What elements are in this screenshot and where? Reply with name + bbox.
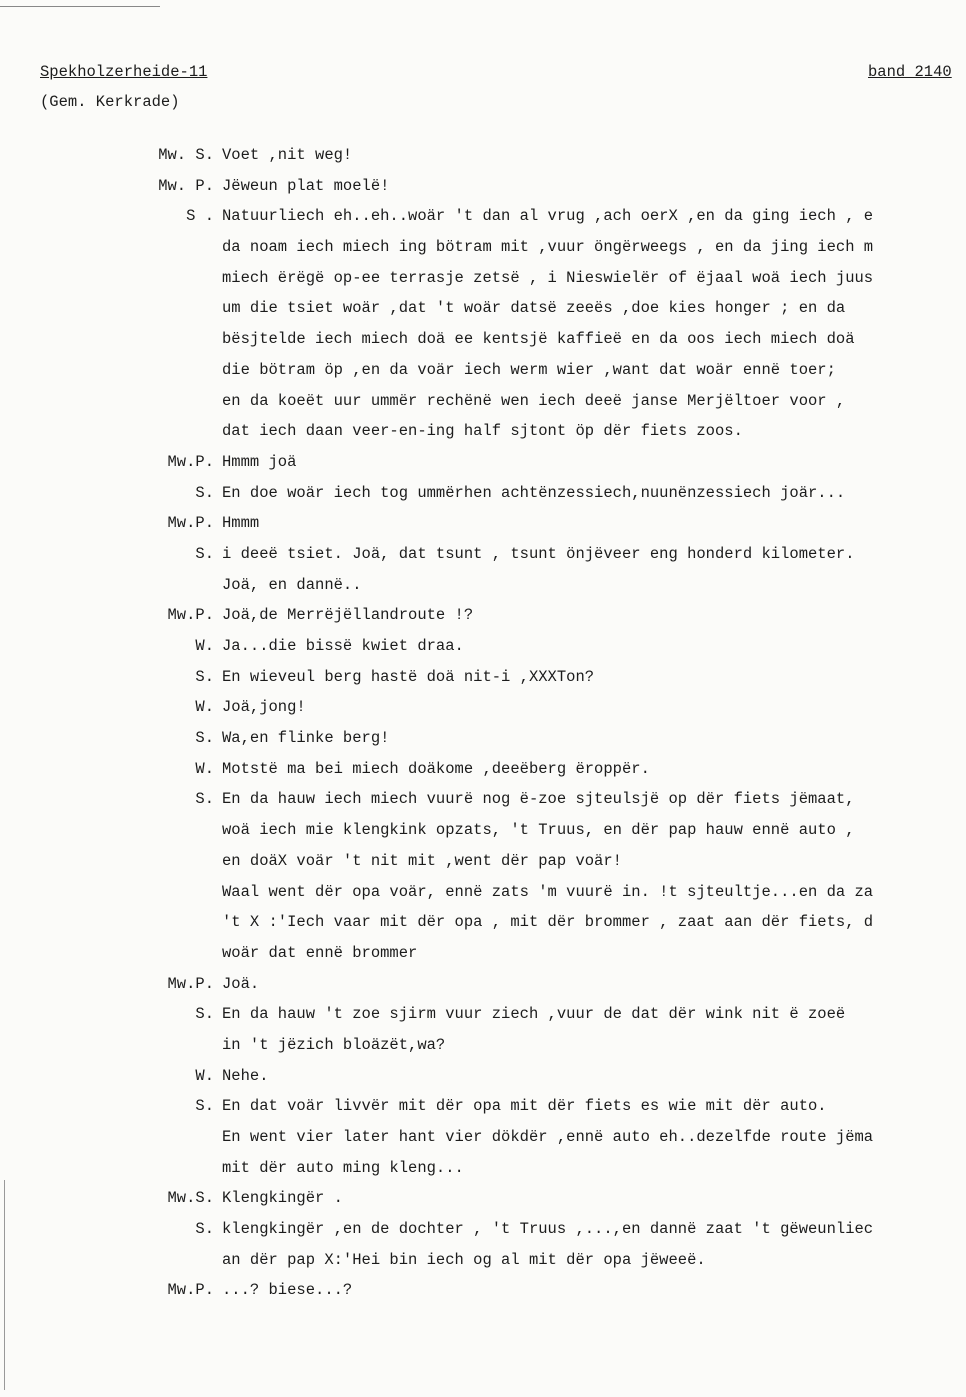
utterance-text: in 't jëzich bloäzët,wa? (222, 1035, 446, 1054)
utterance-text: Voet ,nit weg! (222, 146, 353, 164)
transcript-line (0, 637, 966, 668)
speaker-label: W. (195, 1066, 214, 1085)
utterance-text: Waal went dër opa voär, ennë zats 'm vuurë in. !t sjteultje...en da za (222, 882, 874, 901)
utterance-text: mit dër auto ming kleng... (222, 1158, 464, 1177)
speaker-label: S. (195, 790, 214, 809)
transcript-line (0, 1251, 966, 1282)
transcript-line (0, 422, 966, 453)
transcript-line (0, 1128, 966, 1159)
utterance-text: bësjtelde iech miech doä ee kentsjë kaffieë en da oos iech miech doä (222, 330, 855, 349)
utterance-text: Joä, en dannë.. (222, 575, 362, 594)
speaker-label: Mw.S. (167, 1189, 214, 1208)
transcript-line (0, 514, 966, 545)
transcript-line (0, 177, 966, 208)
transcript-line (0, 146, 966, 177)
transcript-line (0, 299, 966, 330)
speaker-label: W. (195, 759, 214, 778)
utterance-text: Nehe. (222, 1066, 269, 1085)
utterance-text: Ja...die bissë kwiet draa. (222, 637, 464, 655)
speaker-label: S. (195, 1097, 214, 1116)
utterance-text: Motstë ma bei miech doäkome ,deeëberg ëroppër. (222, 759, 650, 778)
transcript-line (0, 361, 966, 392)
speaker-label: Mw.P. (167, 452, 214, 471)
transcript-line (0, 1036, 966, 1067)
transcript-line (0, 545, 966, 576)
transcript-line (0, 760, 966, 791)
transcript-line (0, 207, 966, 238)
transcript-line (0, 883, 966, 914)
utterance-text: En dat voär livvër mit dër opa mit dër fiets es wie mit dër auto. (222, 1097, 827, 1116)
speaker-label: Mw.P. (167, 606, 214, 625)
utterance-text: woä iech mie klengkink opzats, 't Truus, en dër pap hauw ennë auto , (222, 821, 855, 840)
transcript-line (0, 698, 966, 729)
transcript-line (0, 944, 966, 975)
utterance-text: en doäX voär 't nit mit ,went dër pap voär! (222, 851, 622, 870)
transcript-line (0, 484, 966, 515)
transcript-line (0, 1005, 966, 1036)
location-title: Spekholzerheide-11 (40, 63, 208, 81)
speaker-label: Mw. P. (158, 176, 214, 195)
speaker-label: S. (195, 1220, 214, 1239)
scan-edge-line (0, 6, 160, 7)
utterance-text: ...? biese...? (222, 1281, 353, 1300)
utterance-text: En da hauw 't zoe sjirm vuur ziech ,vuur de dat dër wink nit ë zoeë (222, 1005, 846, 1024)
transcript-line (0, 790, 966, 821)
band-number: band 2140 (868, 63, 952, 81)
transcript-line (0, 913, 966, 944)
speaker-label: S. (195, 544, 214, 563)
speaker-label: Mw.P. (167, 974, 214, 993)
transcript-body (0, 146, 966, 1312)
transcript-line (0, 576, 966, 607)
transcript-line (0, 1159, 966, 1190)
utterance-text: Hmmm (222, 514, 260, 533)
utterance-text: Klengkingër . (222, 1189, 343, 1208)
utterance-text: Joä,de Merrëjëllandroute !? (222, 606, 474, 625)
utterance-text: i deeë tsiet. Joä, dat tsunt , tsunt önjëveer eng honderd kilometer. (222, 544, 855, 563)
utterance-text: um die tsiet woär ,dat 't woär datsë zeeës ,doe kies honger ; en da (222, 299, 846, 318)
utterance-text: Wa,en flinke berg! (222, 729, 390, 748)
utterance-text: Joä. (222, 974, 260, 993)
speaker-label: Mw.P. (167, 514, 214, 533)
transcript-line (0, 668, 966, 699)
transcript-line (0, 1189, 966, 1220)
speaker-label: S. (195, 1005, 214, 1024)
transcript-line (0, 975, 966, 1006)
speaker-label: Mw. S. (158, 146, 214, 164)
utterance-text: miech ërëgë op-ee terrasje zetsë , i Nieswielër of ëjaal woä iech juus (222, 268, 874, 287)
transcript-line (0, 392, 966, 423)
speaker-label: S. (195, 483, 214, 502)
transcript-line (0, 606, 966, 637)
transcript-line (0, 1281, 966, 1312)
utterance-text: Natuurliech eh..eh..woär 't dan al vrug ,ach oerX ,en da ging iech , e (222, 207, 874, 226)
utterance-text: da noam iech miech ing bötram mit ,vuur öngërweegs , en da jing iech m (222, 238, 874, 257)
utterance-text: En da hauw iech miech vuurë nog ë-zoe sjteulsjë op dër fiets jëmaat, (222, 790, 855, 809)
margin-mark (4, 1180, 6, 1390)
speaker-label: S. (195, 729, 214, 748)
transcript-line (0, 852, 966, 883)
utterance-text: die bötram öp ,en da voär iech werm wier ,want dat woär ennë toer; (222, 360, 836, 379)
utterance-text: dat iech daan veer-en-ing half sjtont öp dër fiets zoos. (222, 422, 743, 441)
transcript-line (0, 1097, 966, 1128)
utterance-text: en da koeët uur ummër rechënë wen iech deeë janse Merjëltoer voor , (222, 391, 846, 410)
speaker-label: S . (186, 207, 214, 226)
speaker-label: S. (195, 667, 214, 686)
utterance-text: klengkingër ,en de dochter , 't Truus ,...,en dannë zaat 't gëweunliec (222, 1220, 874, 1239)
utterance-text: Jëweun plat moelë! (222, 176, 390, 195)
utterance-text: En went vier later hant vier dökdër ,ennë auto eh..dezelfde route jëma (222, 1128, 874, 1146)
utterance-text: an dër pap X:'Hei bin iech og al mit dër opa jëweeë. (222, 1250, 706, 1269)
speaker-label: W. (195, 637, 214, 655)
utterance-text: En doe woär iech tog ummërhen achtënzessiech,nuunënzessiech joär... (222, 483, 846, 502)
utterance-text: woär dat ennë brommer (222, 943, 418, 962)
utterance-text: Hmmm joä (222, 452, 297, 471)
transcript-line (0, 238, 966, 269)
transcript-line (0, 1067, 966, 1098)
utterance-text: 't X :'Iech vaar mit dër opa , mit dër brommer , zaat aan dër fiets, d (222, 913, 874, 932)
utterance-text: Joä,jong! (222, 698, 306, 717)
speaker-label: W. (195, 698, 214, 717)
transcript-line (0, 453, 966, 484)
transcript-line (0, 330, 966, 361)
transcript-line (0, 1220, 966, 1251)
transcript-line (0, 821, 966, 852)
municipality-subtitle: (Gem. Kerkrade) (40, 93, 180, 111)
transcript-line (0, 269, 966, 300)
speaker-label: Mw.P. (167, 1281, 214, 1300)
utterance-text: En wieveul berg hastë doä nit-i ,XXXTon? (222, 667, 595, 686)
transcript-line (0, 729, 966, 760)
